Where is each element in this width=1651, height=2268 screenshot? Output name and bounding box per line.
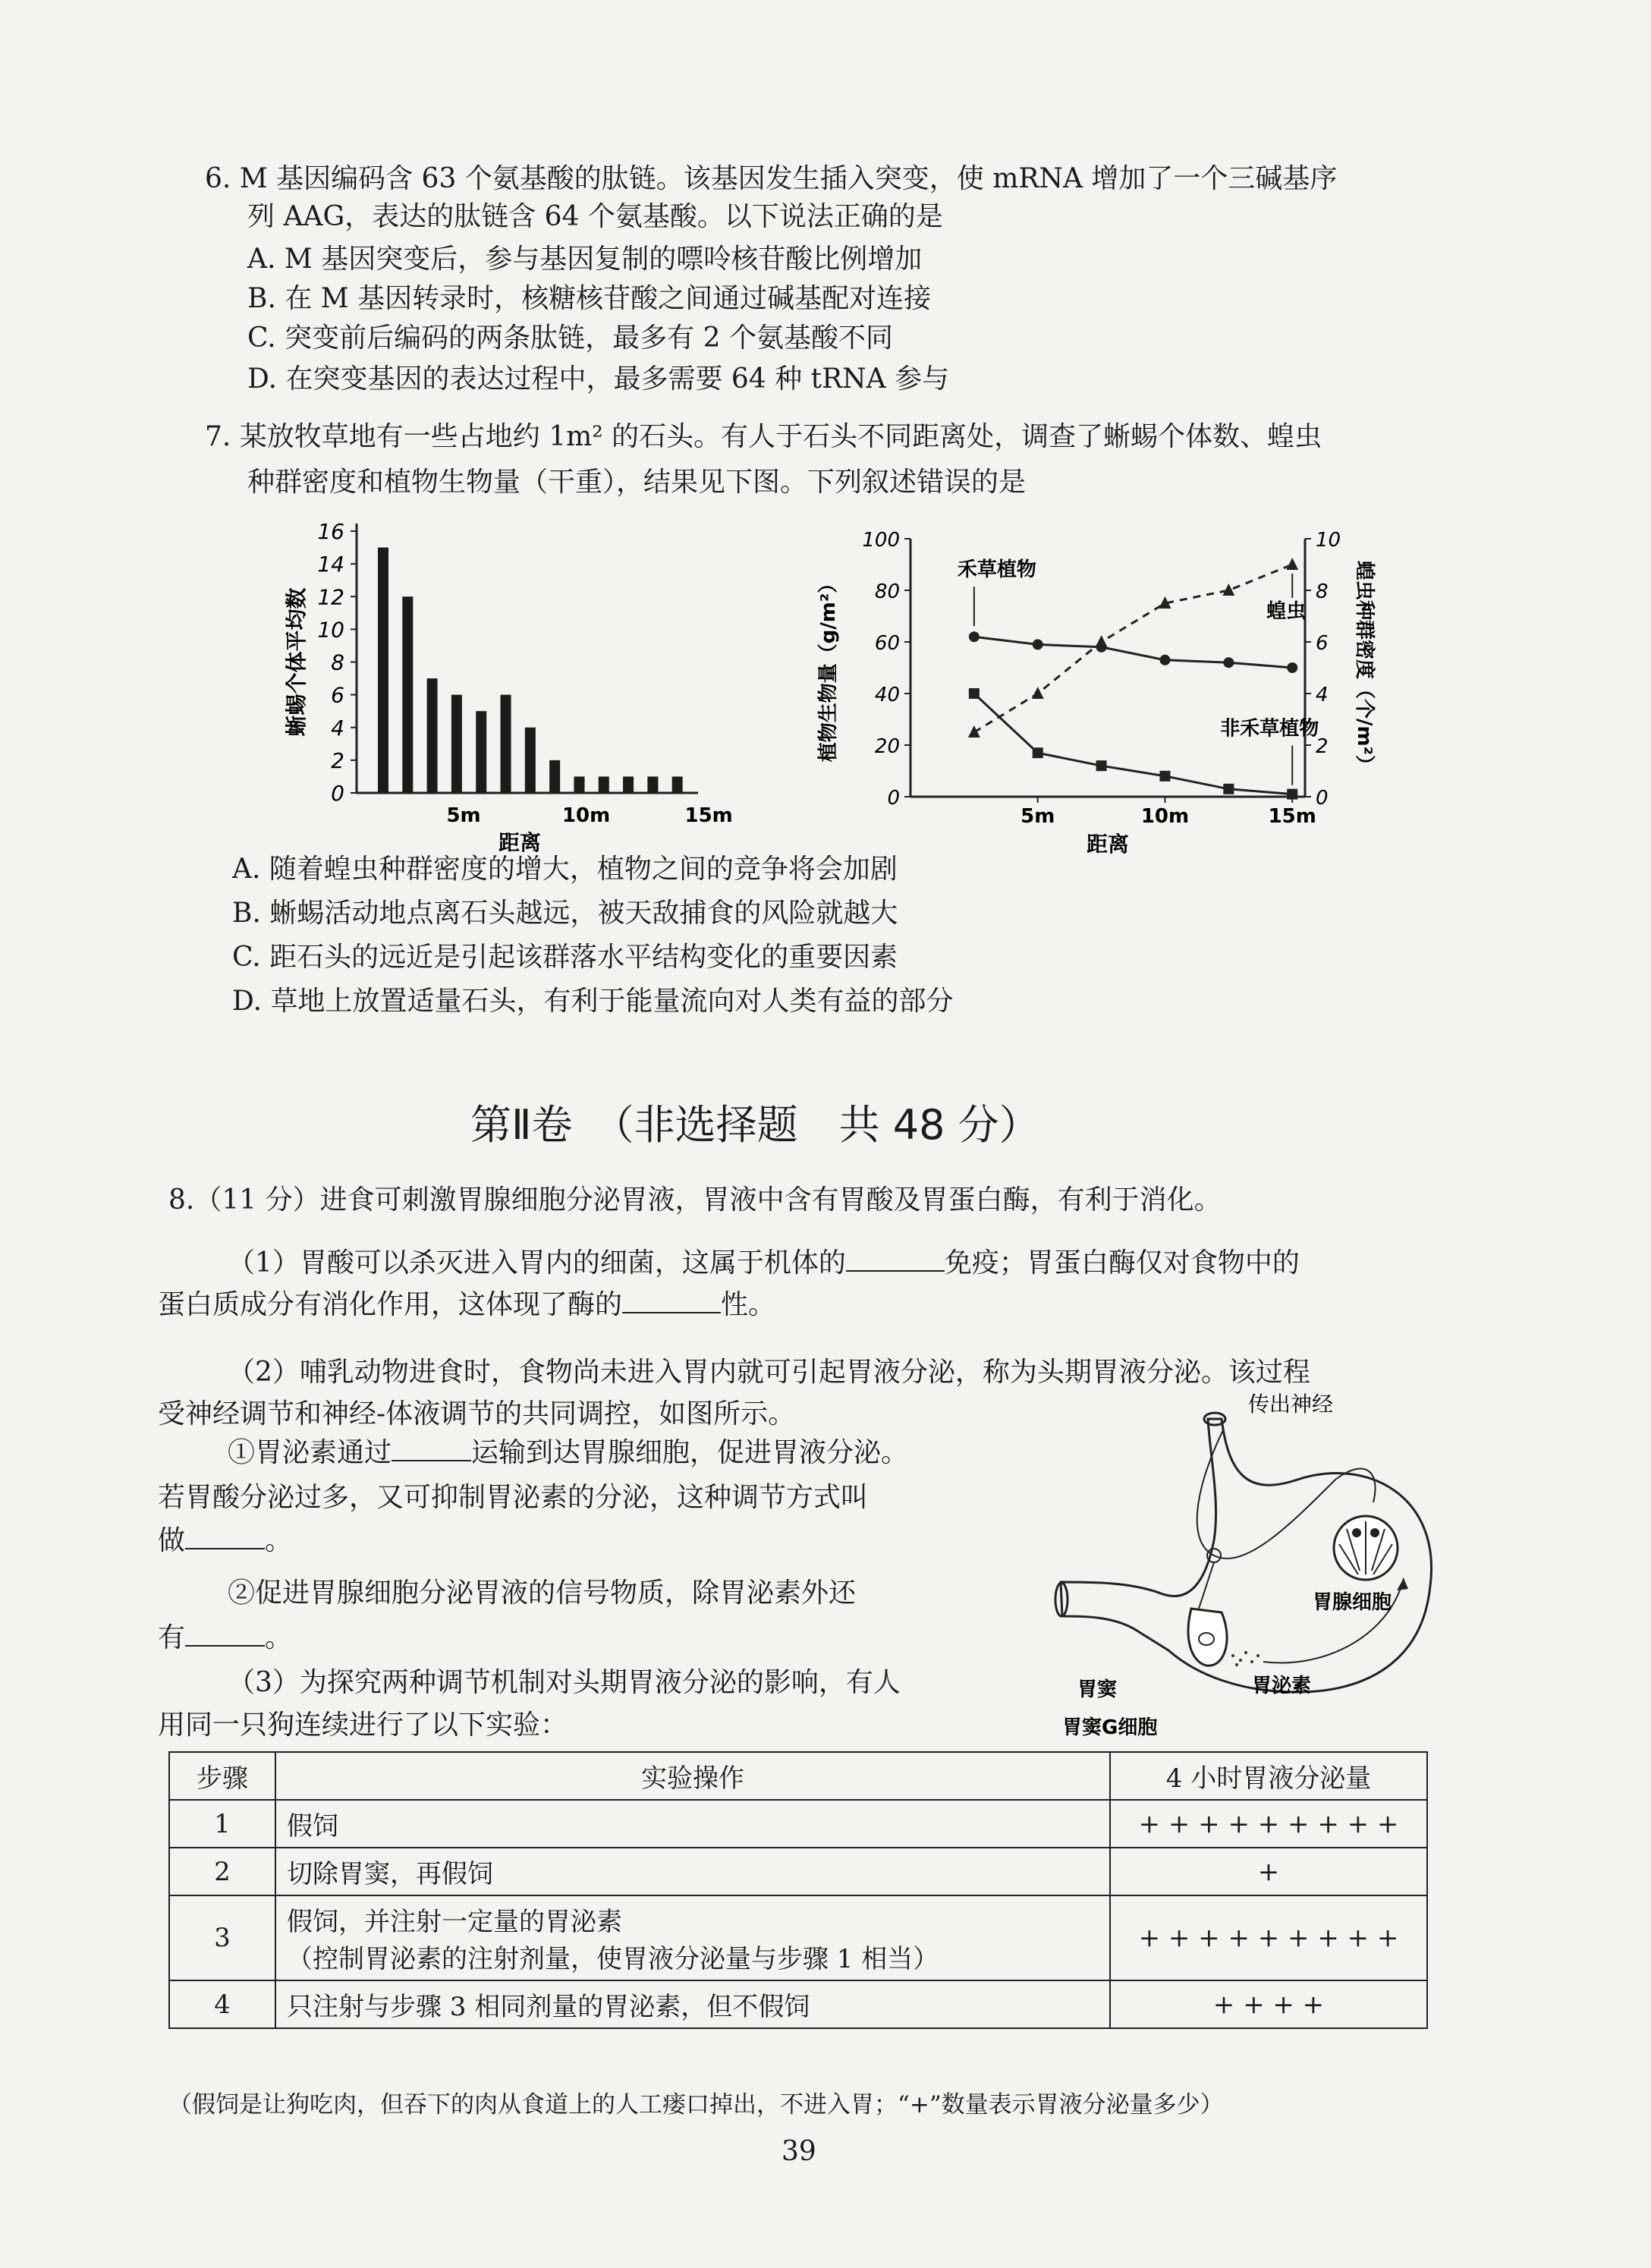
bar (599, 776, 609, 793)
label-g-cell: 胃窦G细胞 (1062, 1716, 1158, 1739)
right-y-tick-label: 8 (1316, 580, 1329, 603)
q8-part2-sub2-line2 (158, 1619, 292, 1656)
q8-part1-text-b: 免疫；胃蛋白酶仅对食物中的 (944, 1247, 1300, 1279)
y-tick-label: 12 (317, 584, 344, 610)
locust-point (968, 725, 980, 738)
bar (623, 776, 634, 793)
q8-sub1-text-e: 。 (265, 1525, 293, 1556)
q8-sub1-text-a: ①胃泌素通过 (228, 1437, 392, 1468)
q8-sub2-text-b: 有 (158, 1622, 186, 1653)
operation-cell: 切除胃窦，再假饲 (275, 1848, 1110, 1895)
q8-sub1-text-d: 做 (158, 1525, 186, 1556)
answer-blank-enzyme-property[interactable] (622, 1286, 721, 1313)
grass-point (969, 631, 980, 642)
step-cell: 1 (169, 1800, 275, 1848)
operation-cell: 假饲 (275, 1800, 1110, 1848)
locust-point (1222, 584, 1234, 596)
right-y-tick-label: 4 (1316, 684, 1329, 706)
answer-blank-regulation[interactable] (185, 1522, 265, 1549)
q7-stem-line1: 7. 某放牧草地有一些占地约 1m² 的石头。有人于石头不同距离处，调查了蜥蜴个体数、蝗虫 (205, 421, 1322, 452)
q8-part2-sub1-line2: 若胃酸分泌过多，又可抑制胃泌素的分泌，这种调节方式叫 (158, 1482, 869, 1513)
series-line-1 (974, 694, 1292, 794)
series-label-locust: 蝗虫 (1266, 600, 1307, 623)
x-tick-label: 5m (446, 804, 481, 827)
q6-option-b: B. 在 M 基因转录时，核糖核苷酸之间通过碱基配对连接 (247, 283, 932, 314)
bar (672, 776, 683, 793)
bar (476, 711, 486, 793)
q8-part1-text-d: 性。 (721, 1289, 776, 1320)
series-label-grass: 禾草植物 (957, 558, 1036, 582)
q6-option-a: A. M 基因突变后，参与基因复制的嘌呤核苷酸比例增加 (247, 244, 923, 275)
label-gastrin: 胃泌素 (1252, 1675, 1312, 1697)
q8-intro: 8.（11 分）进食可刺激胃腺细胞分泌胃液，胃液中含有胃酸及胃蛋白酶，有利于消化。 (168, 1184, 1222, 1216)
q6-option-d: D. 在突变基因的表达过程中，最多需要 64 种 tRNA 参与 (247, 363, 950, 395)
y-tick-label: 6 (331, 682, 344, 708)
nongrass-point (1223, 784, 1234, 794)
bar (574, 776, 584, 793)
label-gastric-gland-cell: 胃腺细胞 (1313, 1591, 1392, 1614)
series-line-0 (974, 637, 1292, 668)
q8-sub2-text-c: 。 (265, 1622, 293, 1653)
right-y-tick-label: 6 (1316, 632, 1329, 655)
q8-part2-line2: 受神经调节和神经-体液调节的共同调控，如图所示。 (158, 1398, 796, 1430)
q7-option-d: D. 草地上放置适量石头，有利于能量流向对人类有益的部分 (232, 986, 954, 1017)
q7-option-b: B. 蜥蜴活动地点离石头越远，被天敌捕食的风险就越大 (232, 898, 898, 929)
left-y-axis-label: 植物生物量（g/m²） (817, 573, 840, 763)
left-y-tick-label: 60 (874, 632, 900, 655)
y-tick-label: 10 (317, 617, 344, 643)
q8-part1-text-c: 蛋白质成分有消化作用，这体现了酶的 (158, 1289, 623, 1320)
q8-part2-sub1-line1 (228, 1434, 908, 1471)
y-tick-label: 2 (331, 747, 344, 773)
right-y-tick-label: 0 (1316, 787, 1329, 810)
nongrass-point (1096, 760, 1107, 771)
q8-part1-text-a: （1）胃酸可以杀灭进入胃内的细菌，这属于机体的 (228, 1247, 846, 1279)
grass-point (1223, 657, 1234, 668)
bar (451, 695, 462, 793)
left-y-tick-label: 40 (874, 684, 900, 706)
table-header-row (169, 1752, 1427, 1800)
g-cell-icon (1188, 1609, 1227, 1666)
lizard-bar-chart (273, 508, 759, 857)
locust-point (1286, 558, 1298, 570)
experiment-table (168, 1751, 1428, 2029)
answer-blank-transport[interactable] (392, 1434, 471, 1461)
table-row (169, 1800, 1427, 1848)
table-footnote: （假饲是让狗吃肉，但吞下的肉从食道上的人工瘘口掉出，不进入胃；“+”数量表示胃液分泌量多少） (168, 2091, 1224, 2119)
answer-blank-immunity[interactable] (846, 1244, 945, 1272)
grass-point (1033, 639, 1043, 650)
header-secretion: 4 小时胃液分泌量 (1110, 1752, 1427, 1800)
page-number: 39 (781, 2136, 816, 2167)
table-row (169, 1980, 1427, 2028)
header-step: 步骤 (169, 1752, 275, 1800)
q8-part1-line1 (228, 1244, 1300, 1282)
q8-sub1-text-b: 运输到达胃腺细胞，促进胃液分泌。 (471, 1437, 909, 1468)
q6-stem-line1: 6. M 基因编码含 63 个氨基酸的肽链。该基因发生插入突变，使 mRNA 增加了一个三碱基序 (205, 163, 1338, 194)
bar (402, 596, 413, 793)
label-efferent-nerve: 传出神经 (1248, 1392, 1334, 1417)
right-y-tick-label: 2 (1316, 735, 1329, 758)
y-tick-label: 8 (331, 650, 344, 675)
operation-cell: 只注射与步骤 3 相同剂量的胃泌素，但不假饲 (275, 1980, 1110, 2028)
locust-point (1096, 635, 1108, 647)
q6-stem-line2: 列 AAG，表达的肽链含 64 个氨基酸。以下说法正确的是 (247, 201, 943, 232)
nongrass-point (969, 688, 980, 699)
amount-cell: + + + + + + + + + (1110, 1800, 1427, 1848)
bar (427, 678, 438, 793)
x-tick-label: 15m (684, 804, 733, 827)
y-tick-label: 16 (317, 519, 344, 544)
q7-stem-line2: 种群密度和植物生物量（干重），结果见下图。下列叙述错误的是 (247, 467, 1027, 498)
amount-cell: + + + + (1110, 1980, 1427, 2028)
q7-option-c: C. 距石头的远近是引起该群落水平结构变化的重要因素 (232, 942, 898, 973)
series-label-nongrass: 非禾草植物 (1220, 717, 1319, 741)
bar (525, 728, 536, 793)
x-axis-label: 距离 (498, 830, 542, 855)
step-cell: 3 (169, 1895, 275, 1980)
right-y-axis-label: 蝗虫种群密度（个/m²） (1353, 561, 1376, 775)
biomass-locust-line-chart (804, 524, 1411, 873)
nongrass-point (1159, 771, 1170, 782)
left-y-tick-label: 20 (874, 735, 900, 758)
x-tick-label: 5m (1020, 805, 1055, 828)
x-axis-label: 距离 (1086, 832, 1130, 857)
table-row (169, 1848, 1427, 1895)
left-y-tick-label: 100 (862, 529, 900, 552)
amount-cell: + + + + + + + + + (1110, 1895, 1427, 1980)
q7-option-a: A. 随着蝗虫种群密度的增大，植物之间的竞争将会加剧 (232, 854, 898, 885)
bar (647, 776, 658, 793)
x-tick-label: 10m (1140, 805, 1190, 828)
operation-line-1: 假饲，并注射一定量的胃泌素 (287, 1907, 622, 1937)
step-cell: 4 (169, 1980, 275, 2028)
operation-line-2: （控制胃泌素的注射剂量，使胃液分泌量与步骤 1 相当） (287, 1944, 939, 1974)
bar (501, 695, 511, 793)
q8-part2-sub1-line3 (158, 1522, 292, 1559)
q8-part3-line2: 用同一只狗连续进行了以下实验： (158, 1710, 568, 1741)
y-axis-label: 蜥蜴个体平均数 (284, 587, 309, 737)
left-y-tick-label: 80 (874, 580, 900, 603)
y-tick-label: 4 (331, 715, 344, 741)
header-operation: 实验操作 (275, 1752, 1110, 1800)
grass-point (1287, 662, 1297, 673)
q6-option-c: C. 突变前后编码的两条肽链，最多有 2 个氨基酸不同 (247, 322, 893, 354)
answer-blank-signal[interactable] (185, 1619, 265, 1647)
section-2-heading: 第Ⅱ卷 （非选择题 共 48 分） (470, 1101, 1040, 1149)
q8-part2-line1: （2）哺乳动物进食时，食物尚未进入胃内就可引起胃液分泌，称为头期胃液分泌。该过程 (228, 1357, 1310, 1388)
q8-part2-sub2-line1: ②促进胃腺细胞分泌胃液的信号物质，除胃泌素外还 (228, 1578, 857, 1609)
table-row (169, 1895, 1427, 1980)
right-y-tick-label: 10 (1316, 529, 1341, 552)
nongrass-point (1287, 789, 1297, 800)
y-tick-label: 0 (331, 781, 344, 806)
y-tick-label: 14 (317, 552, 344, 577)
left-y-tick-label: 0 (887, 787, 900, 810)
x-tick-label: 10m (561, 804, 611, 827)
amount-cell: + (1110, 1848, 1427, 1895)
bar (549, 760, 560, 793)
x-tick-label: 15m (1268, 805, 1316, 828)
nongrass-point (1033, 747, 1043, 758)
series-line-2 (974, 565, 1292, 732)
bar (378, 548, 388, 793)
grass-point (1159, 655, 1170, 665)
step-cell: 2 (169, 1848, 275, 1895)
label-antrum: 胃窦 (1077, 1678, 1118, 1701)
q8-part3-line1: （3）为探究两种调节机制对头期胃液分泌的影响，有人 (228, 1667, 901, 1698)
stomach-regulation-diagram (1047, 1389, 1442, 1745)
operation-cell (275, 1895, 1110, 1980)
q8-part1-line2 (158, 1286, 775, 1323)
locust-point (1032, 687, 1044, 699)
